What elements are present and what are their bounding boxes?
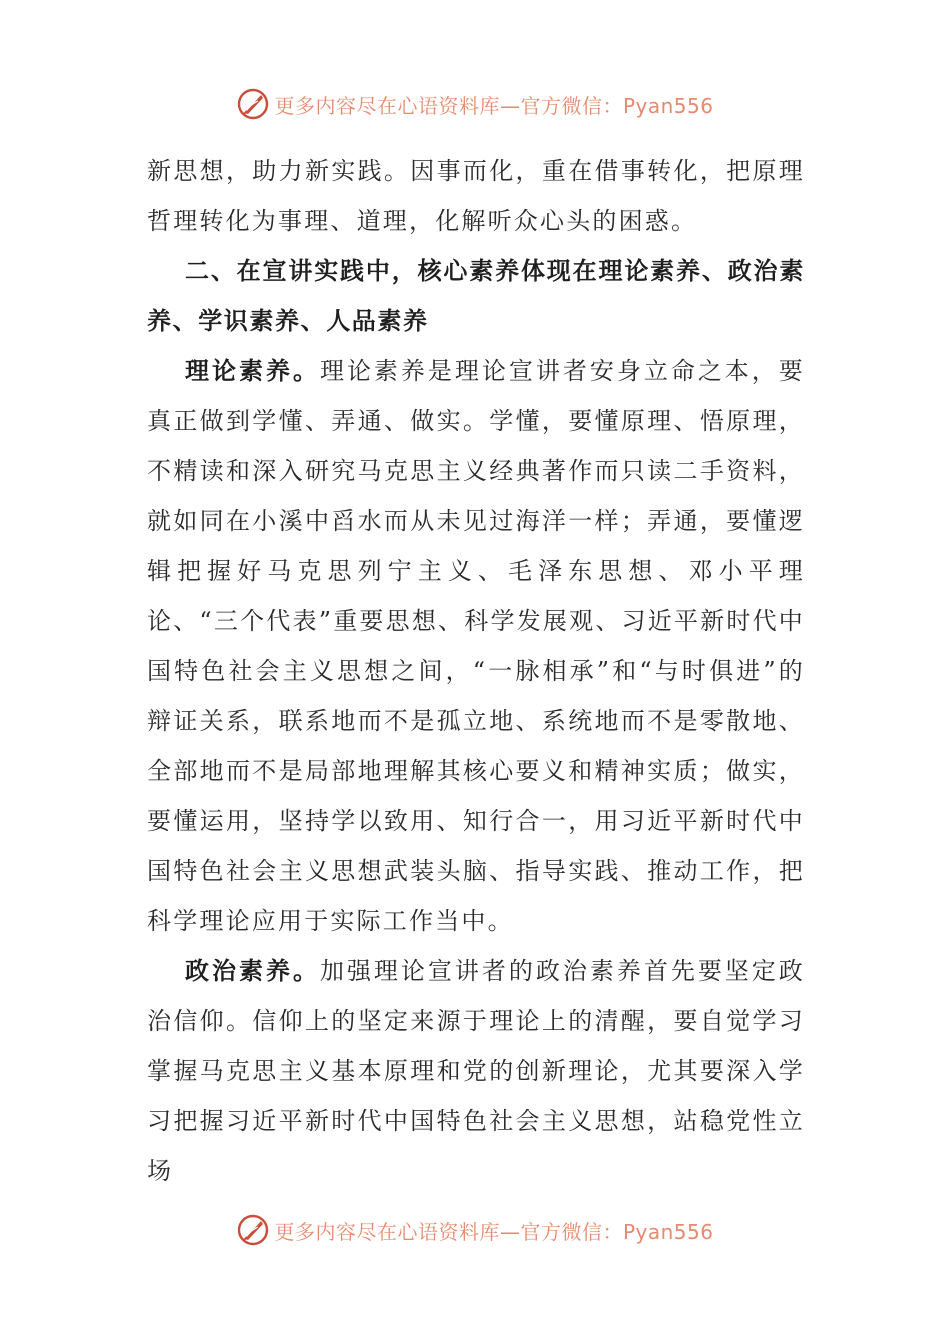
document-body bbox=[147, 146, 805, 1196]
paragraph-theory bbox=[147, 346, 805, 946]
paragraph-continuation: 新思想，助力新实践。因事而化，重在借事转化，把原理哲理转化为事理、道理，化解听众心头的困惑。 bbox=[147, 157, 805, 235]
paragraph-politics-text: 加强理论宣讲者的政治素养首先要坚定政治信仰。信仰上的坚定来源于理论上的清醒，要自觉学习掌握马克思主义基本原理和党的创新理论，尤其要深入学习把握习近平新时代中国特色社会主义思想，站稳党性立场 bbox=[147, 957, 805, 1185]
paragraph-theory-lead: 理论素养。 bbox=[185, 356, 320, 385]
quill-logo-icon bbox=[236, 1213, 270, 1247]
header-banner-text: 更多内容尽在心语资料库—官方微信：Pyan556 bbox=[274, 93, 714, 118]
paragraph-politics bbox=[147, 946, 805, 1196]
footer-banner-text: 更多内容尽在心语资料库—官方微信：Pyan556 bbox=[274, 1219, 714, 1244]
footer-banner bbox=[0, 1210, 950, 1250]
header-banner bbox=[0, 84, 950, 124]
quill-logo-icon bbox=[236, 87, 270, 121]
paragraph-politics-lead: 政治素养。 bbox=[185, 956, 320, 985]
paragraph-theory-text: 理论素养是理论宣讲者安身立命之本，要真正做到学懂、弄通、做实。学懂，要懂原理、悟原理，不精读和深入研究马克思主义经典著作而只读二手资料，就如同在小溪中舀水而从未见过海洋一样；弄通，要懂逻辑把握好马克思列宁主义、毛泽东思想、邓小平理论、“三个代表”重要思想、科学发展观、习近平新时代中国特色社会主义思想之间，“一脉相承”和“与时俱进”的辩证关系，联系地而不是孤立地、系统地而不是零散地、全部地而不是局部地理解其核心要义和精神实质；做实，要懂运用，坚持学以致用、知行合一，用习近平新时代中国特色社会主义思想武装头脑、指导实践、推动工作，把科学理论应用于实际工作当中。 bbox=[147, 357, 805, 935]
section-heading: 二、在宣讲实践中，核心素养体现在理论素养、政治素养、学识素养、人品素养 bbox=[147, 256, 805, 335]
